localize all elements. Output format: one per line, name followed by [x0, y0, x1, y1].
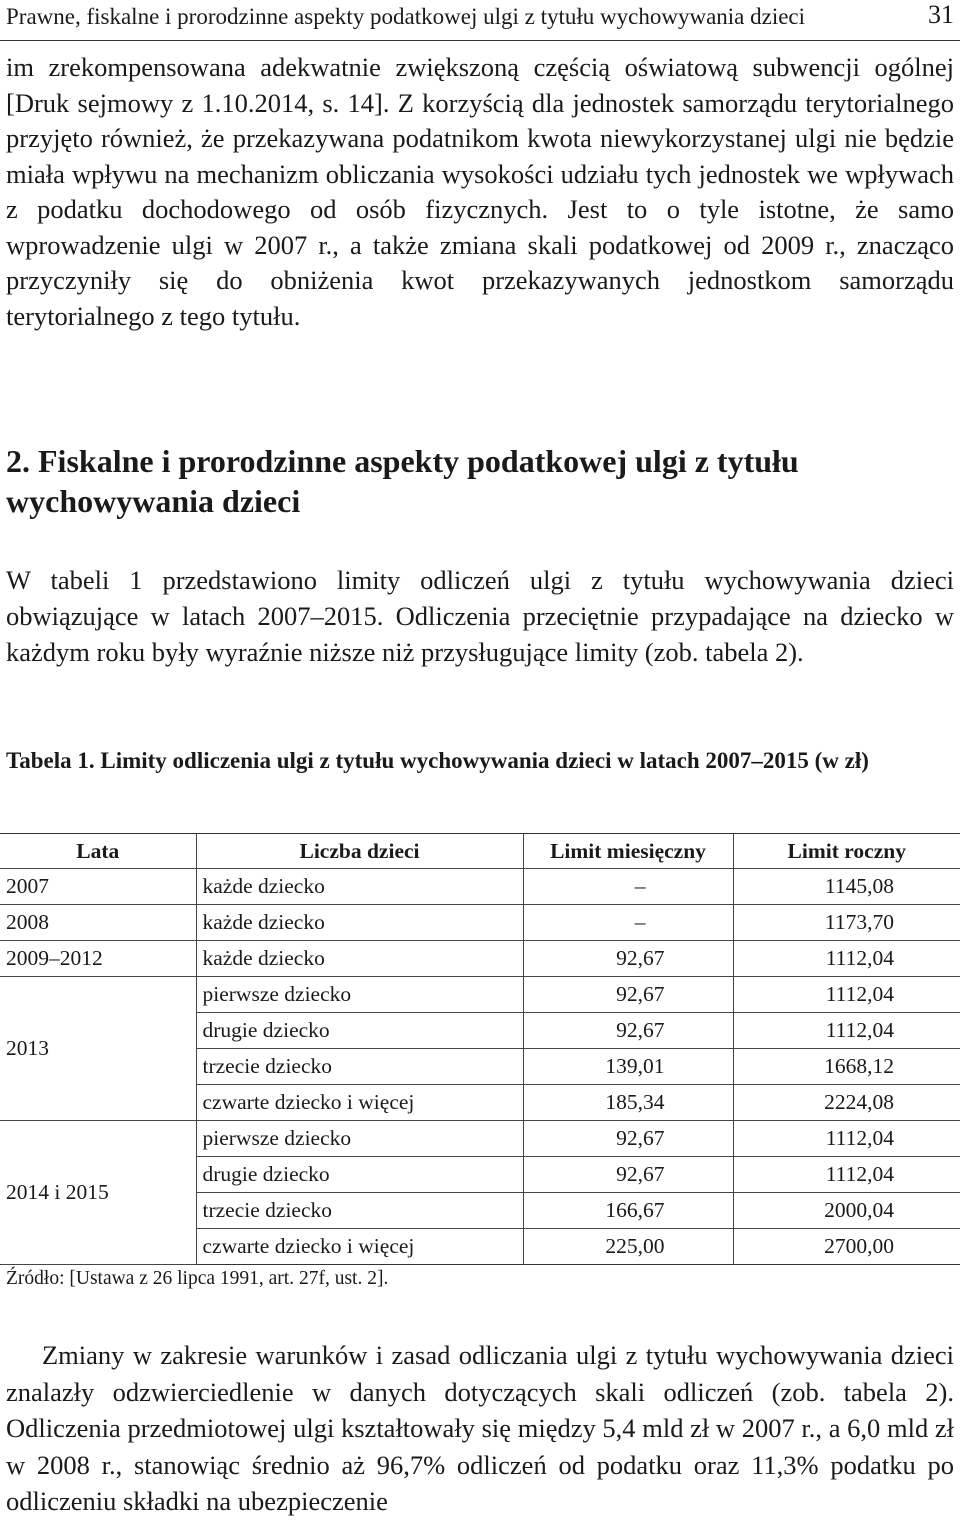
annual-limit-cell: 1145,08	[733, 869, 960, 905]
header-monthly-limit: Limit miesięczny	[523, 834, 733, 869]
table-header-row	[0, 834, 960, 869]
year-cell: 2014 i 2015	[0, 1121, 196, 1265]
annual-limit-cell: 2224,08	[733, 1085, 960, 1121]
header-annual-limit: Limit roczny	[733, 834, 960, 869]
annual-limit-cell: 1112,04	[733, 977, 960, 1013]
paragraph-2: W tabeli 1 przedstawiono limity odliczeń ulgi z tytułu wychowywania dzieci obwiązujące w latach 2007–2015. Odliczenia przeciętnie przypadające na dziecko w każdym roku były wyraźnie niższe niż przysługujące limity (zob. tabela 2).	[6, 565, 954, 667]
child-cell: pierwsze dziecko	[196, 1121, 523, 1157]
monthly-limit-cell: 225,00	[523, 1229, 733, 1265]
annual-limit-cell: 1112,04	[733, 1157, 960, 1193]
monthly-limit-cell: 92,67	[523, 941, 733, 977]
monthly-limit-cell: –	[523, 869, 733, 905]
paragraph-1: im zrekompensowana adekwatnie zwiększoną częścią oświatową subwencji ogólnej [Druk sejmowy z 1.10.2014, s. 14]. Z korzyścią dla jednostek samorządu terytorialnego przyjęto również, że przekazywana podatnikom kwota niewykorzystanej ulgi nie będzie miała wpływu na mechanizm obliczania wysokości udziału tych jednostek we wpływach z podatku dochodowego od osób fizycznych. Jest to o tyle istotne, że samo wprowadzenie ulgi w 2007 r., a także zmiana skali podatkowej od 2009 r., znacząco przyczyniły się do obniżenia kwot przekazywanych jednostkom samorządu terytorialnego z tego tytułu.	[6, 52, 954, 331]
annual-limit-cell: 2000,04	[733, 1193, 960, 1229]
table-row	[0, 977, 960, 1013]
year-cell: 2007	[0, 869, 196, 905]
table-row	[0, 941, 960, 977]
child-cell: drugie dziecko	[196, 1157, 523, 1193]
annual-limit-cell: 1668,12	[733, 1049, 960, 1085]
annual-limit-cell: 1112,04	[733, 1121, 960, 1157]
monthly-limit-cell: –	[523, 905, 733, 941]
child-cell: czwarte dziecko i więcej	[196, 1229, 523, 1265]
annual-limit-cell: 1112,04	[733, 1013, 960, 1049]
annual-limit-cell: 1112,04	[733, 941, 960, 977]
child-cell: każde dziecko	[196, 941, 523, 977]
running-head	[0, 0, 960, 41]
source-note: Źródło: [Ustawa z 26 lipca 1991, art. 27f, ust. 2].	[6, 1268, 389, 1289]
child-cell: pierwsze dziecko	[196, 977, 523, 1013]
header-children: Liczba dzieci	[196, 834, 523, 869]
child-cell: drugie dziecko	[196, 1013, 523, 1049]
monthly-limit-cell: 92,67	[523, 1157, 733, 1193]
section-heading: 2. Fiskalne i prorodzinne aspekty podatkowej ulgi z tytułu wychowywania dzieci	[6, 443, 799, 519]
header-years: Lata	[0, 834, 196, 869]
paragraph-3: Zmiany w zakresie warunków i zasad odliczania ulgi z tytułu wychowywania dzieci znalazły odzwierciedlenie w danych dotyczących skali odliczeń (zob. tabela 2). Odliczenia przedmiotowej ulgi kształtowały się między 5,4 mld zł w 2007 r., a 6,0 mld zł w 2008 r., stanowiąc średnio aż 96,7% odliczeń od podatku oraz 11,3% podatku po odliczeniu składki na ubezpieczenie	[6, 1340, 954, 1516]
child-cell: każde dziecko	[196, 905, 523, 941]
table-row	[0, 869, 960, 905]
child-cell: trzecie dziecko	[196, 1193, 523, 1229]
year-cell: 2008	[0, 905, 196, 941]
annual-limit-cell: 1173,70	[733, 905, 960, 941]
child-cell: czwarte dziecko i więcej	[196, 1085, 523, 1121]
limits-table	[0, 833, 960, 1265]
table-row	[0, 905, 960, 941]
year-cell: 2013	[0, 977, 196, 1121]
monthly-limit-cell: 92,67	[523, 1013, 733, 1049]
child-cell: każde dziecko	[196, 869, 523, 905]
monthly-limit-cell: 92,67	[523, 977, 733, 1013]
monthly-limit-cell: 185,34	[523, 1085, 733, 1121]
annual-limit-cell: 2700,00	[733, 1229, 960, 1265]
monthly-limit-cell: 139,01	[523, 1049, 733, 1085]
running-head-title: Prawne, fiskalne i prorodzinne aspekty podatkowej ulgi z tytułu wychowywania dzieci	[6, 4, 806, 29]
monthly-limit-cell: 92,67	[523, 1121, 733, 1157]
table-caption: Tabela 1. Limity odliczenia ulgi z tytułu wychowywania dzieci w latach 2007–2015 (w zł)	[6, 748, 869, 773]
monthly-limit-cell: 166,67	[523, 1193, 733, 1229]
page-number: 31	[928, 0, 954, 29]
table-row	[0, 1121, 960, 1157]
child-cell: trzecie dziecko	[196, 1049, 523, 1085]
year-cell: 2009–2012	[0, 941, 196, 977]
